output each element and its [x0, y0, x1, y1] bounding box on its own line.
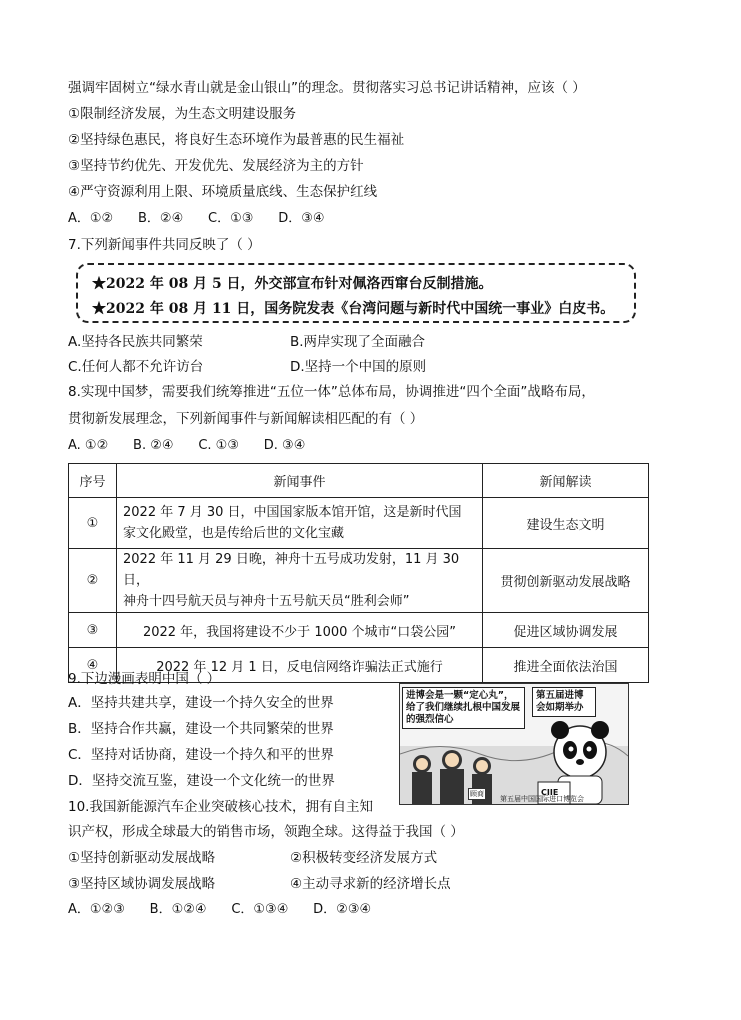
q10-stem-line1: 10.我国新能源汽车企业突破核心技术，拥有自主知 [68, 799, 373, 815]
q10-item-2: ②积极转变经济发展方式 [290, 850, 438, 866]
header-reading: 新闻解读 [483, 464, 649, 498]
q8-options: A. ①② B. ②④ C. ①③ D. ③④ [68, 438, 306, 453]
table-row [69, 498, 649, 549]
row-event: 2022 年，我国将建设不少于 1000 个城市“口袋公园” [117, 613, 483, 648]
q7-stem: 7.下列新闻事件共同反映了（ ） [68, 237, 261, 253]
q6-item-4: ④严守资源利用上限、环境质量底线、生态保护红线 [68, 184, 378, 200]
q6-stem: 强调牢固树立“绿水青山就是金山银山”的理念。贯彻落实习总书记讲话精神，应该（ ） [68, 80, 586, 96]
row-event [117, 549, 483, 613]
row-reading: 推进全面依法治国 [483, 648, 649, 683]
q7-option-a: A.坚持各民族共同繁荣 [68, 334, 203, 350]
row-event-line: 2022 年 11 月 29 日晚，神舟十五号成功发射，11 月 30 日， [123, 552, 460, 588]
news-item-2: ★2022 年 08 月 11 日，国务院发表《台湾问题与新时代中国统一事业》白皮书。 [92, 301, 615, 317]
q8-stem-line2: 贯彻新发展理念，下列新闻事件与新闻解读相匹配的有（ ） [68, 411, 424, 427]
q9-option-a: A．坚持共建共享，建设一个持久安全的世界 [68, 695, 334, 711]
q6-options: A．①② B．②④ C．①③ D．③④ [68, 211, 325, 226]
q7-option-c: C.任何人都不允许访台 [68, 359, 204, 375]
q10-item-3: ③坚持区域协调发展战略 [68, 876, 216, 892]
row-event-line: 家文化殿堂，也是传给后世的文化宝藏 [123, 526, 345, 541]
row-reading: 促进区域协调发展 [483, 613, 649, 648]
news-box [76, 263, 636, 323]
row-reading: 贯彻创新驱动发展战略 [483, 549, 649, 613]
row-reading: 建设生态文明 [483, 498, 649, 549]
q7-option-d: D.坚持一个中国的原则 [290, 359, 427, 375]
ciie-sign: CIIE [541, 788, 559, 797]
row-event [117, 498, 483, 549]
q7-option-b: B.两岸实现了全面融合 [290, 334, 426, 350]
news-table [68, 463, 649, 683]
q9-option-b: B．坚持合作共赢，建设一个共同繁荣的世界 [68, 721, 334, 737]
q10-item-4: ④主动寻求新的经济增长点 [290, 876, 451, 892]
news-item-1: ★2022 年 08 月 5 日，外交部宣布针对佩洛西窜台反制措施。 [92, 276, 493, 292]
speech-bubble-right: 第五届进博会如期举办 [532, 687, 596, 717]
q6-item-2: ②坚持绿色惠民，将良好生态环境作为最普惠的民生福祉 [68, 132, 405, 148]
q10-item-1: ①坚持创新驱动发展战略 [68, 850, 216, 866]
speech-bubble-left: 进博会是一颗“定心丸”，给了我们继续扎根中国发展的强烈信心 [402, 687, 525, 729]
row-number: ② [69, 549, 117, 613]
q9-stem: 9.下边漫画表明中国（ ） [68, 671, 221, 687]
q6-item-3: ③坚持节约优先、开发优先、发展经济为主的方针 [68, 158, 364, 174]
row-number: ④ [69, 648, 117, 683]
row-number: ③ [69, 613, 117, 648]
row-number: ① [69, 498, 117, 549]
q9-option-c: C．坚持对话协商，建设一个持久和平的世界 [68, 747, 334, 763]
header-event: 新闻事件 [117, 464, 483, 498]
q8-stem-line1: 8.实现中国梦，需要我们统筹推进“五位一体”总体布局，协调推进“四个全面”战略布局， [68, 384, 595, 400]
badge-label: 顾商 [470, 790, 484, 798]
table-header-row [69, 464, 649, 498]
q9-option-d: D．坚持交流互鉴，建设一个文化统一的世界 [68, 773, 335, 789]
header-number: 序号 [69, 464, 117, 498]
q6-item-1: ①限制经济发展，为生态文明建设服务 [68, 106, 297, 122]
q10-options: A．①②③ B．①②④ C．①③④ D．②③④ [68, 902, 372, 917]
row-event-line: 神舟十四号航天员与神舟十五号航天员“胜利会师” [123, 594, 410, 609]
q10-stem-line2: 识产权，形成全球最大的销售市场，领跑全球。这得益于我国（ ） [68, 824, 464, 840]
cartoon-caption: 第五届中国国际进口博览会 [500, 795, 584, 803]
cartoon-image [399, 683, 629, 805]
row-event-line: 2022 年 7 月 30 日，中国国家版本馆开馆，这是新时代国 [123, 505, 462, 520]
table-row [69, 613, 649, 648]
table-row [69, 549, 649, 613]
row-event: 2022 年 12 月 1 日，反电信网络诈骗法正式施行 [117, 648, 483, 683]
